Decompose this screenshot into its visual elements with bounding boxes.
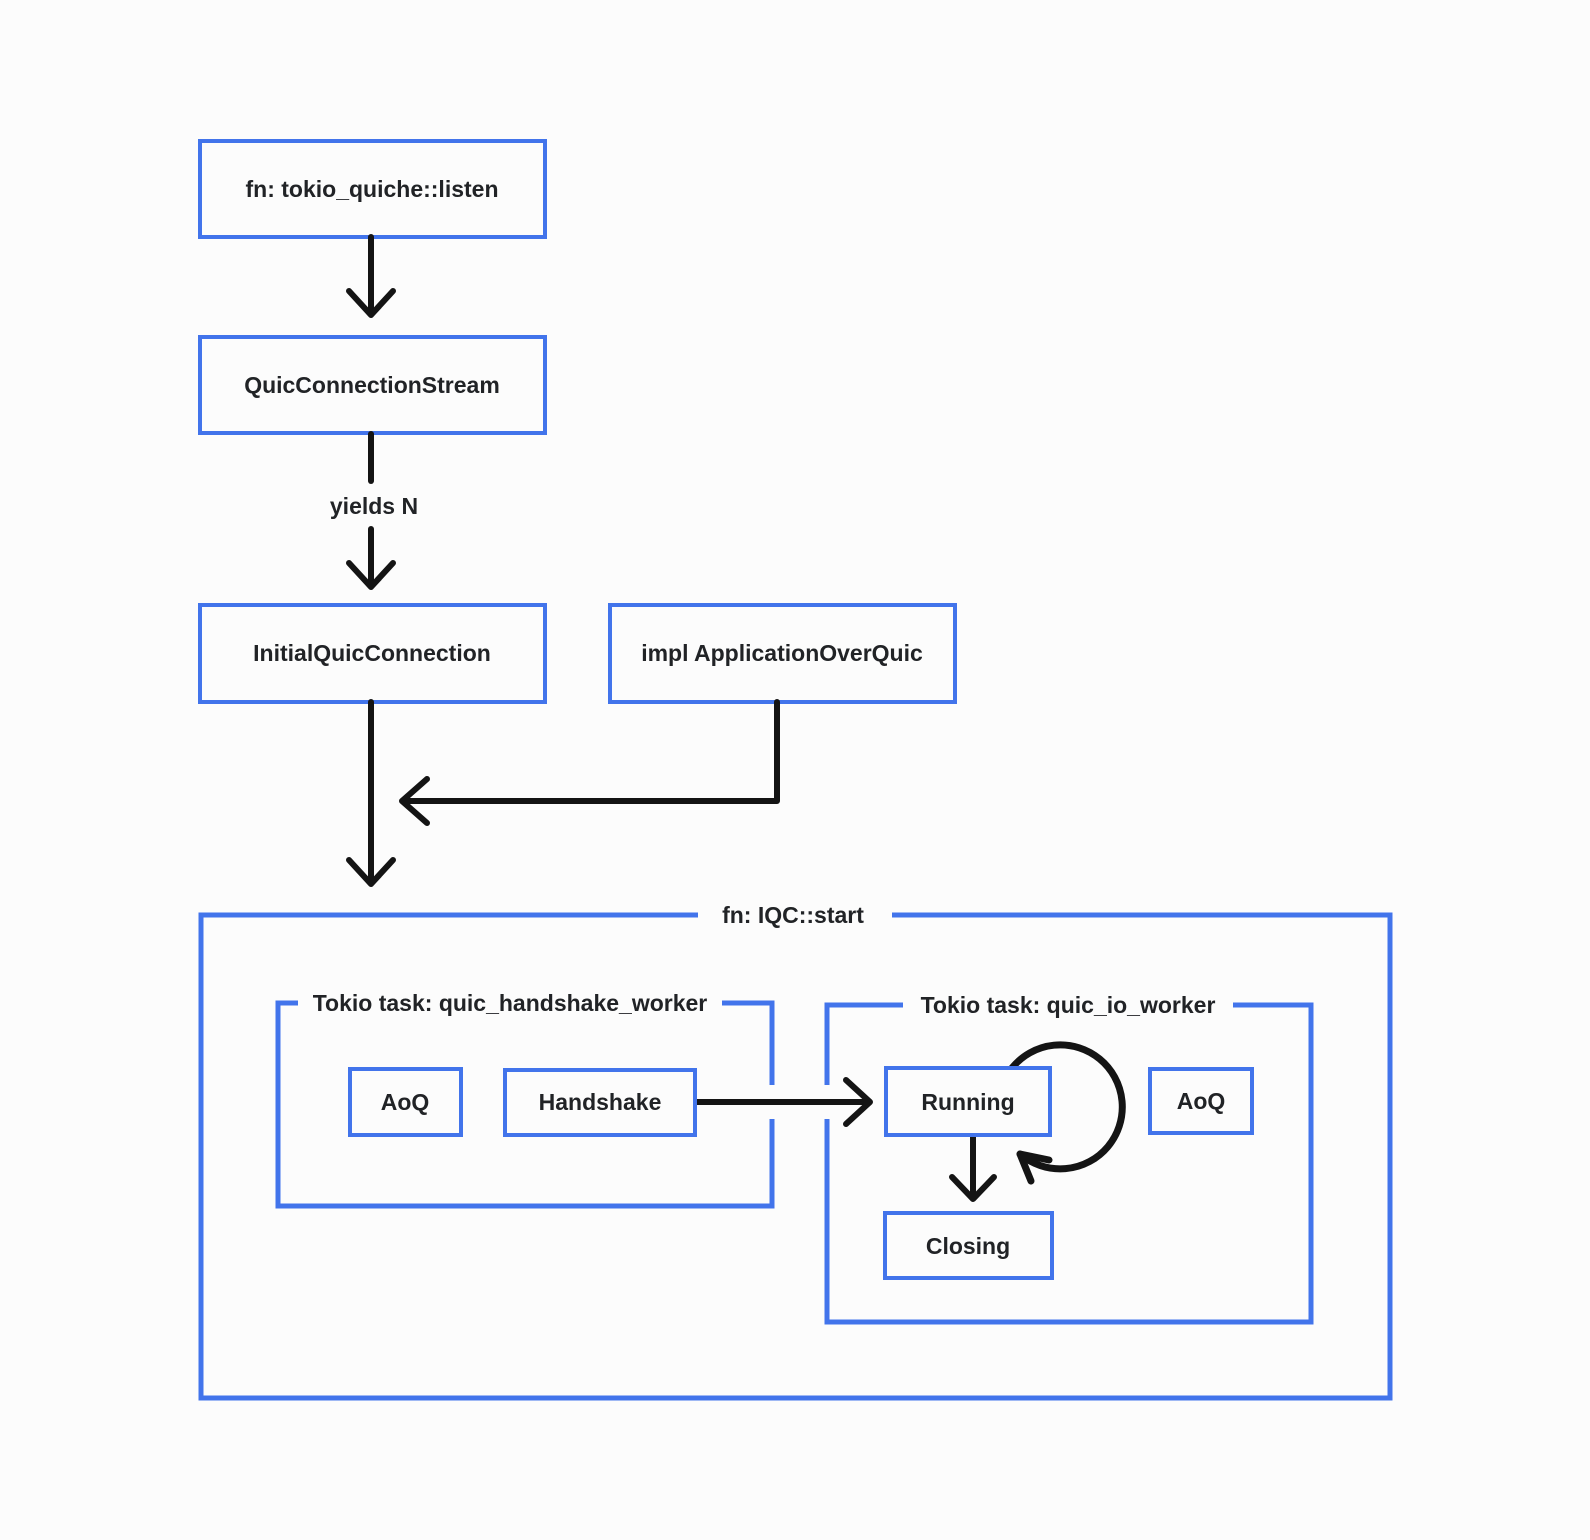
- container-label-iqc-start: fn: IQC::start: [722, 902, 864, 928]
- edge-label-yields-n: yields N: [329, 493, 419, 519]
- node-label-quic-connection-stream: QuicConnectionStream: [244, 372, 500, 398]
- node-label-aoq-io: AoQ: [1176, 1088, 1226, 1114]
- node-label-closing: Closing: [925, 1233, 1011, 1259]
- container-label-io-worker: Tokio task: quic_io_worker: [920, 992, 1216, 1018]
- node-label-initial-quic-connection: InitialQuicConnection: [253, 640, 491, 666]
- node-label-running: Running: [921, 1089, 1015, 1115]
- node-label-handshake: Handshake: [538, 1089, 662, 1115]
- node-label-tokio-quiche-listen: fn: tokio_quiche::listen: [245, 176, 499, 202]
- node-label-aoq-handshake: AoQ: [380, 1089, 430, 1115]
- container-label-handshake-worker: Tokio task: quic_handshake_worker: [312, 990, 708, 1016]
- arrow-impl-aoq-join: [406, 702, 777, 801]
- node-label-impl-application-over-quic: impl ApplicationOverQuic: [641, 640, 923, 666]
